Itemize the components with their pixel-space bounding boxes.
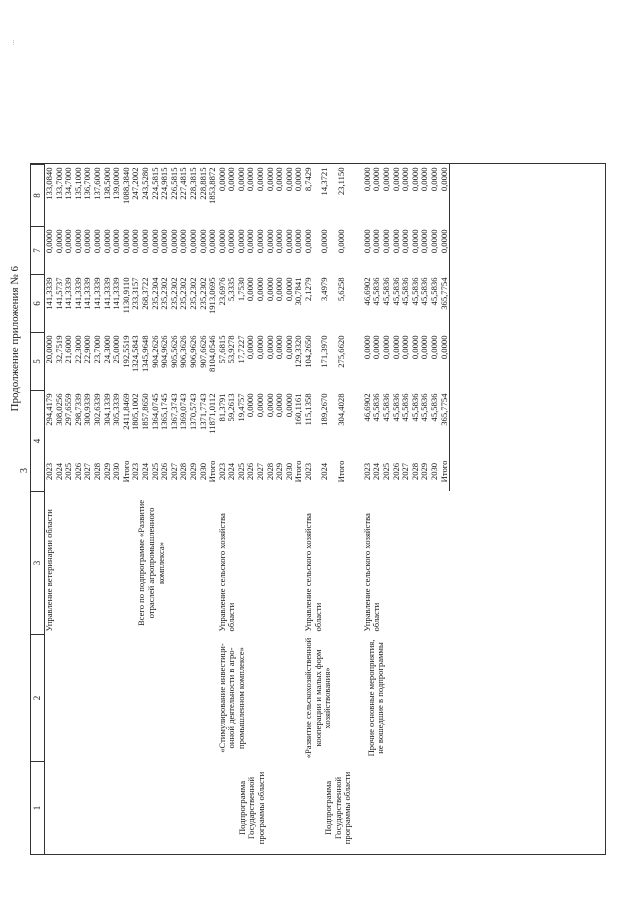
local-cell: 0,0000 bbox=[440, 227, 450, 275]
year-cell: 2024 bbox=[53, 462, 64, 481]
total-cell: 1365,1745 bbox=[159, 393, 170, 431]
local-cell: 0,0000 bbox=[111, 229, 122, 254]
extra-cell: 0,0000 bbox=[264, 167, 275, 192]
local-cell: 0,0000 bbox=[409, 229, 420, 254]
local-cell: 0,0000 bbox=[428, 229, 439, 254]
federal-cell: 32,7519 bbox=[53, 335, 64, 364]
federal-cell: 905,5626 bbox=[168, 335, 179, 368]
extra-cell: 224,5815 bbox=[149, 167, 160, 200]
regional-cell: 1130,9110 bbox=[120, 277, 131, 314]
total-cell: 0,0000 bbox=[255, 393, 266, 418]
regional-cell: 45,5836 bbox=[419, 277, 430, 306]
year-cell: 2023 bbox=[130, 462, 141, 481]
local-cell: 0,0000 bbox=[207, 229, 218, 254]
col-num-3: 3 bbox=[31, 492, 45, 635]
extra-cell: 226,5815 bbox=[168, 167, 179, 200]
extra-cell: 247,2002 bbox=[130, 167, 141, 200]
column-number-row bbox=[31, 165, 45, 855]
total-cell: 45,5836 bbox=[400, 393, 411, 422]
federal-cell: 906,9626 bbox=[187, 335, 198, 368]
extra-cell: 0,0000 bbox=[419, 167, 430, 192]
total-cell: 115,1358 bbox=[303, 393, 314, 426]
local-cell: 0,0000 bbox=[381, 229, 391, 254]
local-cell: 0,0000 bbox=[335, 229, 346, 254]
local-cell: 0,0000 bbox=[159, 229, 170, 254]
spacer-cell bbox=[353, 165, 363, 855]
federal-cell: 57,6815 bbox=[216, 335, 227, 364]
regional-cell: 141,3339 bbox=[72, 277, 83, 310]
federal-cell: 0,0000 bbox=[245, 335, 256, 360]
table-row bbox=[304, 165, 320, 855]
federal-cell: 1324,5843 bbox=[130, 335, 141, 373]
year-cell: 2023 bbox=[303, 462, 314, 481]
year-cell: 2028 bbox=[409, 462, 420, 481]
federal-cell: 0,0000 bbox=[361, 335, 372, 360]
federal-cell: 0,0000 bbox=[255, 335, 266, 360]
regional-cell: 46,6902 bbox=[361, 277, 372, 306]
extra-cell: 227,4815 bbox=[178, 167, 189, 200]
total-cell: 45,5836 bbox=[409, 393, 420, 422]
local-cell: 0,0000 bbox=[390, 229, 401, 254]
total-cell: 1370,5743 bbox=[187, 393, 198, 431]
regional-cell: 235,2302 bbox=[159, 277, 170, 310]
federal-cell: 904,9626 bbox=[159, 335, 170, 368]
total-cell: 81,3791 bbox=[216, 393, 227, 422]
extra-cell: 139,0000 bbox=[111, 167, 122, 200]
extra-cell: 243,5280 bbox=[139, 167, 150, 200]
federal-cell: 0,0000 bbox=[390, 335, 401, 360]
year-cell: 2030 bbox=[428, 462, 439, 481]
year-cell: 2030 bbox=[111, 462, 122, 481]
regional-cell: 235,2304 bbox=[149, 277, 160, 310]
local-cell: 0,0000 bbox=[283, 229, 294, 254]
federal-cell: 0,0000 bbox=[428, 335, 439, 360]
federal-cell: 0,0000 bbox=[409, 335, 420, 360]
program-name-cell: Прочие основные мероприятия, не вошедшие в подпрограммы bbox=[365, 639, 386, 757]
extra-cell: 0,0000 bbox=[381, 167, 391, 192]
total-cell: 46,6902 bbox=[361, 393, 372, 422]
total-cell: 45,5836 bbox=[381, 393, 391, 422]
federal-cell: 22,9000 bbox=[82, 335, 93, 364]
extra-cell: 0,0000 bbox=[428, 167, 439, 192]
appendix-title: Продолжение приложения № 6 bbox=[9, 266, 21, 412]
col-num-4: 4 bbox=[31, 391, 45, 492]
federal-cell: 0,0000 bbox=[283, 335, 294, 360]
year-cell: 2027 bbox=[255, 462, 266, 481]
federal-cell: 104,2650 bbox=[303, 335, 314, 368]
local-cell: 0,0000 bbox=[255, 229, 266, 254]
col-num-5: 5 bbox=[31, 333, 45, 391]
extra-cell: 134,7000 bbox=[63, 167, 74, 200]
year-cell: 2024 bbox=[226, 462, 237, 481]
extra-cell: 0,0000 bbox=[245, 167, 256, 192]
total-cell: 1364,0745 bbox=[149, 393, 160, 431]
local-cell: 0,0000 bbox=[120, 229, 131, 254]
year-cell: 2026 bbox=[72, 462, 83, 481]
regional-cell: 1,7530 bbox=[235, 277, 246, 302]
regional-cell: 0,0000 bbox=[255, 277, 266, 302]
regional-cell: 235,2302 bbox=[187, 277, 198, 310]
total-cell: 160,1161 bbox=[293, 393, 304, 426]
local-cell: 0,0000 bbox=[216, 229, 227, 254]
col-num-1: 1 bbox=[31, 762, 45, 855]
total-cell: 45,5836 bbox=[390, 393, 401, 422]
year-cell: 2029 bbox=[187, 462, 198, 481]
extra-cell: 0,0000 bbox=[400, 167, 411, 192]
extra-cell: 0,0000 bbox=[283, 167, 294, 192]
extra-cell: 0,0000 bbox=[226, 167, 237, 192]
local-cell: 0,0000 bbox=[44, 229, 54, 254]
regional-cell: 141,3339 bbox=[111, 277, 122, 310]
federal-cell: 25,0000 bbox=[111, 335, 122, 364]
total-cell: 0,0000 bbox=[245, 393, 256, 418]
year-cell: 2024 bbox=[139, 462, 150, 481]
column-3-header: 3 bbox=[19, 468, 30, 473]
year-cell: 2030 bbox=[197, 462, 208, 481]
extra-cell: 0,0000 bbox=[440, 165, 450, 227]
local-cell: 0,0000 bbox=[235, 229, 246, 254]
total-cell: 0,0000 bbox=[274, 393, 285, 418]
executor-cell: Управление сельского хозяйства области bbox=[216, 513, 237, 632]
total-cell: 1367,3743 bbox=[168, 393, 179, 431]
federal-cell: 0,0000 bbox=[440, 333, 450, 391]
year-cell: 2025 bbox=[63, 462, 74, 481]
regional-cell: 30,7841 bbox=[293, 277, 304, 306]
total-cell: 365,7754 bbox=[440, 391, 450, 452]
local-cell: 0,0000 bbox=[53, 229, 64, 254]
program-name-cell bbox=[131, 635, 217, 762]
federal-cell: 23,7000 bbox=[91, 335, 102, 364]
year-cell: 2023 bbox=[216, 462, 227, 481]
regional-cell: 141,3339 bbox=[63, 277, 74, 310]
federal-cell: 0,0000 bbox=[371, 335, 382, 360]
total-cell: 2411,8469 bbox=[120, 393, 131, 430]
local-cell: 0,0000 bbox=[419, 229, 430, 254]
total-cell: 1371,7743 bbox=[197, 393, 208, 431]
col-num-8: 8 bbox=[31, 165, 45, 227]
extra-cell: 137,6000 bbox=[91, 167, 102, 200]
extra-cell: 14,3721 bbox=[319, 167, 330, 196]
year-cell: 2025 bbox=[381, 462, 391, 481]
program-type-cell: Подпрограмма Государственной программы области bbox=[323, 771, 353, 845]
local-cell: 0,0000 bbox=[319, 229, 330, 254]
local-cell: 0,0000 bbox=[361, 229, 372, 254]
regional-cell: 0,0000 bbox=[274, 277, 285, 302]
program-type-cell bbox=[363, 762, 450, 855]
year-cell: Итого bbox=[335, 460, 346, 483]
federal-cell: 0,0000 bbox=[264, 335, 275, 360]
federal-cell: 129,3320 bbox=[293, 335, 304, 368]
local-cell: 0,0000 bbox=[400, 229, 411, 254]
total-cell: 297,6559 bbox=[63, 393, 74, 426]
extra-cell: 136,7000 bbox=[82, 167, 93, 200]
federal-cell: 275,6620 bbox=[335, 335, 346, 368]
total-cell: 19,4757 bbox=[235, 393, 246, 422]
regional-cell: 45,5836 bbox=[381, 277, 391, 306]
regional-cell: 233,3157 bbox=[130, 277, 141, 310]
year-cell: Итого bbox=[207, 460, 218, 483]
local-cell: 0,0000 bbox=[130, 229, 141, 254]
local-cell: 0,0000 bbox=[101, 229, 112, 254]
cut-off-text: ... bbox=[8, 39, 16, 45]
total-cell: 0,0000 bbox=[264, 393, 275, 418]
federal-cell: 1345,9648 bbox=[139, 335, 150, 373]
total-cell: 45,5836 bbox=[428, 393, 439, 422]
spacer-row bbox=[353, 165, 363, 855]
total-cell: 0,0000 bbox=[283, 393, 294, 418]
regional-cell: 141,3339 bbox=[82, 277, 93, 310]
extra-cell: 135,1000 bbox=[72, 167, 83, 200]
local-cell: 0,0000 bbox=[264, 229, 275, 254]
extra-cell: 133,7000 bbox=[53, 167, 64, 200]
regional-cell: 45,5836 bbox=[428, 277, 439, 306]
total-cell: 304,1339 bbox=[101, 393, 112, 426]
extra-cell: 228,3815 bbox=[187, 167, 198, 200]
regional-cell: 141,5737 bbox=[53, 277, 64, 310]
local-cell: 0,0000 bbox=[187, 229, 198, 254]
extra-cell: 23,1150 bbox=[335, 167, 346, 196]
executor-cell: Управление ветеринарии области bbox=[44, 509, 54, 632]
regional-cell: 0,0000 bbox=[264, 277, 275, 302]
program-name-cell: «Развитие сельскохозяйственной кооперации и малых форм хозяйствования» bbox=[303, 637, 333, 759]
regional-cell: 365,7754 bbox=[440, 275, 450, 333]
table-row bbox=[218, 165, 228, 855]
total-cell: 1857,8650 bbox=[139, 393, 150, 431]
year-cell: Итого bbox=[440, 452, 450, 492]
year-cell: 2028 bbox=[264, 462, 275, 481]
local-cell: 0,0000 bbox=[72, 229, 83, 254]
year-cell: 2026 bbox=[245, 462, 256, 481]
federal-cell: 53,9278 bbox=[226, 335, 237, 364]
year-cell: 2023 bbox=[361, 462, 372, 481]
local-cell: 0,0000 bbox=[303, 229, 314, 254]
federal-cell: 0,0000 bbox=[274, 335, 285, 360]
total-cell: 45,5836 bbox=[371, 393, 382, 422]
regional-cell: 141,3339 bbox=[91, 277, 102, 310]
extra-cell: 0,0000 bbox=[293, 167, 304, 192]
federal-cell: 22,3000 bbox=[72, 335, 83, 364]
executor-cell: Всего по подпрограмме «Развитие отраслей агропромышленного комплекса» bbox=[136, 499, 166, 627]
total-cell: 300,9339 bbox=[82, 393, 93, 426]
regional-cell: 45,5836 bbox=[400, 277, 411, 306]
extra-cell: 0,0000 bbox=[409, 167, 420, 192]
federal-cell: 0,0000 bbox=[400, 335, 411, 360]
total-cell: 304,4028 bbox=[335, 393, 346, 426]
regional-cell: 45,5836 bbox=[371, 277, 382, 306]
extra-cell: 0,0000 bbox=[255, 167, 266, 192]
local-cell: 0,0000 bbox=[82, 229, 93, 254]
regional-cell: 235,2302 bbox=[178, 277, 189, 310]
federal-cell: 907,6626 bbox=[197, 335, 208, 368]
year-cell: 2028 bbox=[178, 462, 189, 481]
regional-cell: 0,0000 bbox=[245, 277, 256, 302]
regional-cell: 1913,0695 bbox=[207, 277, 218, 315]
total-cell: 302,6339 bbox=[91, 393, 102, 426]
col-num-6: 6 bbox=[31, 275, 45, 333]
federal-cell: 0,0000 bbox=[381, 335, 391, 360]
regional-cell: 0,0000 bbox=[283, 277, 294, 302]
program-type-cell bbox=[45, 762, 132, 855]
local-cell: 0,0000 bbox=[91, 229, 102, 254]
year-cell: 2029 bbox=[101, 462, 112, 481]
regional-cell: 2,1279 bbox=[303, 277, 314, 302]
extra-cell: 1088,3840 bbox=[120, 167, 131, 205]
year-cell: 2030 bbox=[283, 462, 294, 481]
total-cell: 308,0256 bbox=[53, 393, 64, 426]
year-cell: Итого bbox=[293, 460, 304, 483]
federal-cell: 0,0000 bbox=[419, 335, 430, 360]
regional-cell: 141,3339 bbox=[101, 277, 112, 310]
table-body bbox=[31, 165, 450, 855]
regional-cell: 5,6258 bbox=[335, 277, 346, 302]
extra-cell: 1853,8872 bbox=[207, 167, 218, 205]
extra-cell: 0,0000 bbox=[371, 167, 382, 192]
table-row bbox=[363, 165, 373, 855]
extra-cell: 0,0000 bbox=[390, 167, 401, 192]
total-cell: 1369,0743 bbox=[178, 393, 189, 431]
regional-cell: 45,5836 bbox=[390, 277, 401, 306]
extra-cell: 224,9815 bbox=[159, 167, 170, 200]
local-cell: 0,0000 bbox=[245, 229, 256, 254]
extra-cell: 0,0000 bbox=[235, 167, 246, 192]
program-name-cell: «Стимулирование инвестици-онной деятельности в агро-промышленном комплексе» bbox=[216, 643, 246, 753]
total-cell: 59,2613 bbox=[226, 393, 237, 422]
federal-cell: 906,3626 bbox=[178, 335, 189, 368]
table-row bbox=[45, 165, 55, 855]
total-cell: 45,5836 bbox=[419, 393, 430, 422]
year-cell: 2023 bbox=[44, 462, 54, 481]
federal-cell: 904,2626 bbox=[149, 335, 160, 368]
year-cell: 2024 bbox=[319, 462, 330, 481]
regional-cell: 3,4979 bbox=[319, 277, 330, 302]
extra-cell: 8,7429 bbox=[303, 167, 314, 192]
total-cell: 305,3339 bbox=[111, 393, 122, 426]
local-cell: 0,0000 bbox=[168, 229, 179, 254]
federal-cell: 171,3970 bbox=[319, 335, 330, 368]
year-cell: 2026 bbox=[159, 462, 170, 481]
year-cell: 2029 bbox=[419, 462, 430, 481]
federal-cell: 8104,0546 bbox=[207, 335, 218, 373]
local-cell: 0,0000 bbox=[293, 229, 304, 254]
local-cell: 0,0000 bbox=[178, 229, 189, 254]
regional-cell: 235,2302 bbox=[168, 277, 179, 310]
total-cell: 1805,1002 bbox=[130, 393, 141, 431]
extra-cell: 0,0000 bbox=[361, 167, 372, 192]
year-cell: 2027 bbox=[168, 462, 179, 481]
year-cell: 2028 bbox=[91, 462, 102, 481]
year-cell: 2027 bbox=[400, 462, 411, 481]
local-cell: 0,0000 bbox=[63, 229, 74, 254]
local-cell: 0,0000 bbox=[149, 229, 160, 254]
col-num-7: 7 bbox=[31, 227, 45, 275]
local-cell: 0,0000 bbox=[274, 229, 285, 254]
year-cell: 2029 bbox=[274, 462, 285, 481]
year-cell: 2027 bbox=[82, 462, 93, 481]
regional-cell: 235,2302 bbox=[197, 277, 208, 310]
year-cell: 2024 bbox=[371, 462, 382, 481]
col-num-2: 2 bbox=[31, 635, 45, 762]
federal-cell: 24,3000 bbox=[101, 335, 112, 364]
local-cell: 0,0000 bbox=[371, 229, 382, 254]
year-cell: Итого bbox=[120, 460, 131, 483]
total-cell: 294,4179 bbox=[44, 393, 54, 426]
regional-cell: 268,3722 bbox=[139, 277, 150, 310]
federal-cell: 20,0000 bbox=[44, 335, 54, 364]
regional-cell: 23,6976 bbox=[216, 277, 227, 306]
regional-cell: 5,3335 bbox=[226, 277, 237, 302]
federal-cell: 17,7227 bbox=[235, 335, 246, 364]
total-cell: 298,7339 bbox=[72, 393, 83, 426]
extra-cell: 133,0840 bbox=[44, 167, 54, 200]
regional-cell: 45,5836 bbox=[409, 277, 420, 306]
budget-table bbox=[30, 164, 450, 855]
year-cell: 2025 bbox=[235, 462, 246, 481]
year-cell: 2025 bbox=[149, 462, 160, 481]
federal-cell: 21,6000 bbox=[63, 335, 74, 364]
extra-cell: 138,5000 bbox=[101, 167, 112, 200]
regional-cell: 141,3339 bbox=[44, 277, 54, 310]
total-cell: 11871,0112 bbox=[207, 393, 218, 434]
federal-cell: 192,5519 bbox=[120, 335, 131, 368]
program-type-cell bbox=[131, 762, 217, 855]
local-cell: 0,0000 bbox=[139, 229, 150, 254]
local-cell: 0,0000 bbox=[197, 229, 208, 254]
extra-cell: 0,0000 bbox=[216, 167, 227, 192]
executor-cell: Управление сельского хозяйства области bbox=[361, 513, 382, 632]
year-cell: 2026 bbox=[390, 462, 401, 481]
extra-cell: 228,8815 bbox=[197, 167, 208, 200]
extra-cell: 0,0000 bbox=[274, 167, 285, 192]
executor-cell: Управление сельского хозяйства области bbox=[303, 513, 323, 632]
program-name-cell bbox=[45, 635, 132, 762]
table-row bbox=[131, 165, 141, 855]
total-cell: 189,2670 bbox=[319, 393, 330, 426]
local-cell: 0,0000 bbox=[226, 229, 237, 254]
program-type-cell: Подпрограмма Государственной программы области bbox=[236, 771, 266, 845]
